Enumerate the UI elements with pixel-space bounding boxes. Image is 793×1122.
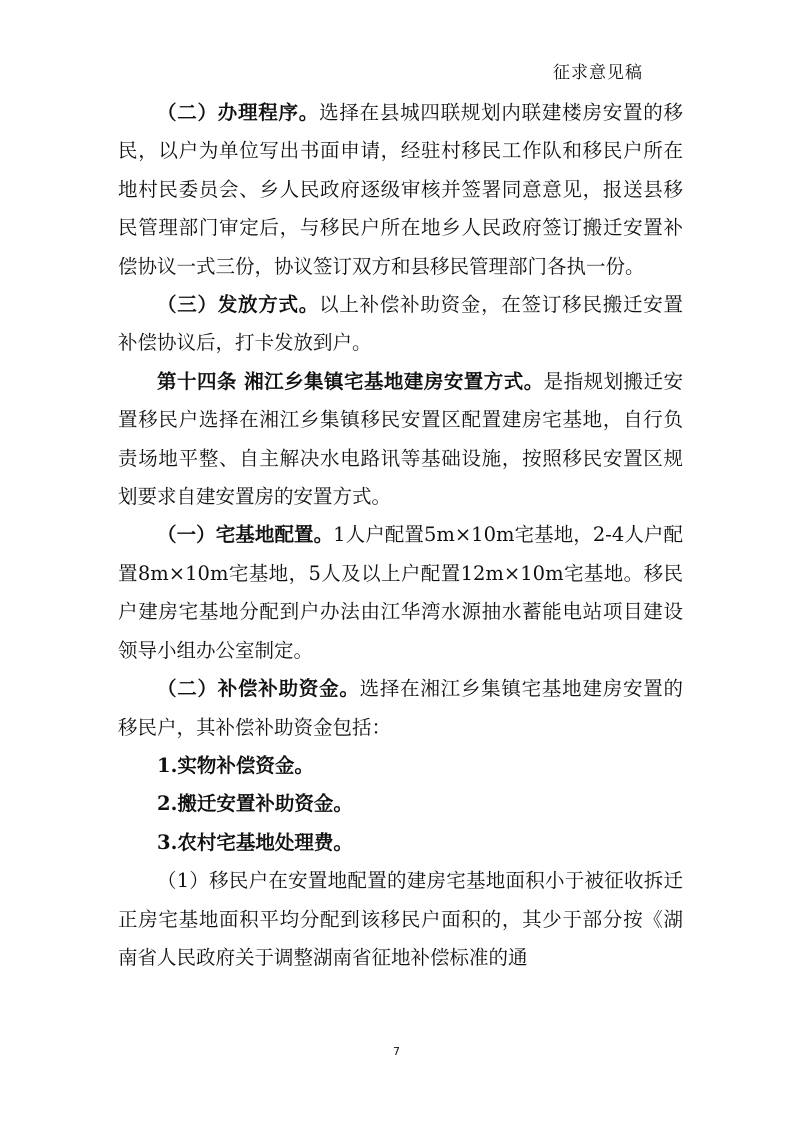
paragraph-compensation-funds [118, 670, 683, 747]
paragraph-text: 1人户配置5m×10m宅基地，2-4人户配置8m×10m宅基地，5人及以上户配置12m×10m宅基地。移民户建房宅基地分配到户办法由江华湾水源抽水蓄能电站项目建设领导小组办公室制定。 [118, 523, 683, 662]
paragraph-homestead-allocation [118, 516, 683, 670]
list-item-relocation-subsidy [118, 785, 683, 823]
paragraph-article-14 [118, 363, 683, 517]
paragraph-text: 选择在县城四联规划内联建楼房安置的移民，以户为单位写出书面申请，经驻村移民工作队和移民户所在地村民委员会、乡人民政府逐级审核并签署同意意见，报送县移民管理部门审定后，与移民户所在地乡人民政府签订搬迁安置补偿协议一式三份，协议签订双方和县移民管理部门各执一份。 [118, 101, 683, 278]
paragraph-text: 选择在湘江乡集镇宅基地建房安置的移民户，其补偿补助资金包括： [118, 677, 683, 739]
paragraph-procedure [118, 94, 683, 286]
paragraph-heading: （二）办理程序。 [157, 101, 320, 124]
paragraph-text: （1）移民户在安置地配置的建房宅基地面积小于被征收拆迁正房宅基地面积平均分配到该移民户面积的，其少于部分按《湖南省人民政府关于调整湖南省征地补偿标准的通 [118, 869, 683, 969]
paragraph-heading: （二）补偿补助资金。 [157, 677, 360, 701]
list-item-homestead-fee [118, 824, 683, 862]
article-heading: 第十四条 湘江乡集镇宅基地建房安置方式。 [157, 369, 544, 393]
list-item-heading: 1.实物补偿资金。 [157, 753, 314, 777]
document-body [118, 94, 683, 977]
paragraph-subitem-1 [118, 862, 683, 977]
paragraph-text: 以上补偿补助资金，在签订移民搬迁安置补偿协议后，打卡发放到户。 [118, 293, 683, 355]
draft-watermark: 征求意见稿 [553, 63, 643, 83]
paragraph-payment-method [118, 286, 683, 363]
paragraph-heading: （一）宅基地配置。 [157, 523, 334, 547]
list-item-heading: 2.搬迁安置补助资金。 [157, 792, 353, 816]
list-item-physical-compensation [118, 747, 683, 785]
page-number: 7 [393, 1045, 400, 1058]
list-item-heading: 3.农村宅基地处理费。 [157, 830, 353, 854]
paragraph-text: 是指规划搬迁安置移民户选择在湘江乡集镇移民安置区配置建房宅基地，自行负责场地平整、自主解决水电路讯等基础设施，按照移民安置区规划要求自建安置房的安置方式。 [118, 369, 683, 509]
paragraph-heading: （三）发放方式。 [157, 293, 320, 317]
